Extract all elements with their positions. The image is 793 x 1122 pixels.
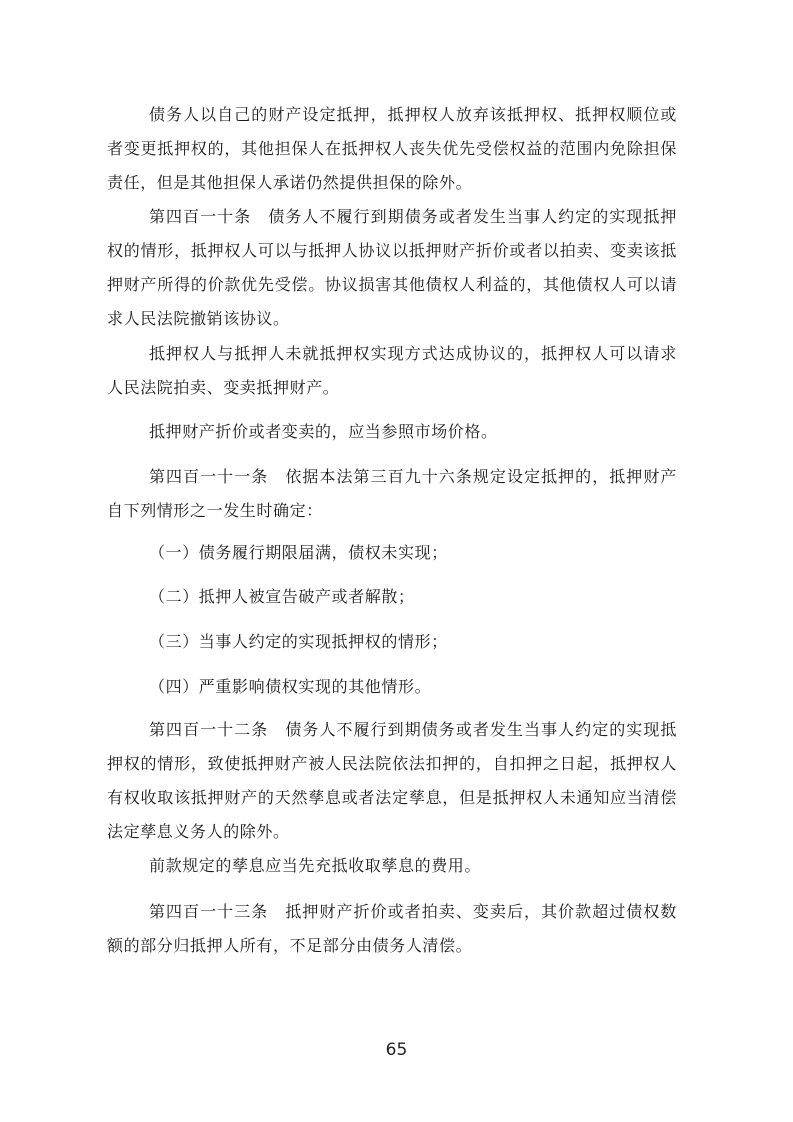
paragraph-5: 第四百一十一条 依据本法第三百九十六条规定设定抵押的，抵押财产自下列情形之一发生时确定： bbox=[107, 467, 677, 520]
list-item-1: （一）债务履行期限届满，债权未实现； bbox=[149, 543, 448, 562]
list-item-2: （二）抵押人被宣告破产或者解散； bbox=[149, 587, 415, 606]
list-item-4: （四）严重影响债权实现的其他情形。 bbox=[149, 677, 432, 696]
paragraph-1: 债务人以自己的财产设定抵押，抵押权人放弃该抵押权、抵押权顺位或者变更抵押权的，其他担保人在抵押权人丧失优先受偿权益的范围内免除担保责任，但是其他担保人承诺仍然提供担保的除外。 bbox=[107, 105, 677, 192]
paragraph-2: 第四百一十条 债务人不履行到期债务或者发生当事人约定的实现抵押权的情形，抵押权人可以与抵押人协议以抵押财产折价或者以拍卖、变卖该抵押财产所得的价款优先受偿。协议损害其他债权人利益的，其他债权人可以请求人民法院撤销该协议。 bbox=[107, 207, 677, 328]
paragraph-8: 第四百一十三条 抵押财产折价或者拍卖、变卖后，其价款超过债权数额的部分归抵押人所有，不足部分由债务人清偿。 bbox=[107, 902, 677, 955]
list-item-3: （三）当事人约定的实现抵押权的情形； bbox=[149, 632, 448, 651]
page-number: 65 bbox=[385, 1040, 408, 1060]
paragraph-3: 抵押权人与抵押人未就抵押权实现方式达成协议的，抵押权人可以请求人民法院拍卖、变卖抵押财产。 bbox=[107, 344, 677, 397]
paragraph-7: 前款规定的孳息应当先充抵收取孳息的费用。 bbox=[149, 856, 482, 875]
paragraph-6: 第四百一十二条 债务人不履行到期债务或者发生当事人约定的实现抵押权的情形，致使抵押财产被人民法院依法扣押的，自扣押之日起，抵押权人有权收取该抵押财产的天然孳息或者法定孳息，但是抵押权人未通知应当清偿法定孳息义务人的除外。 bbox=[107, 720, 677, 841]
paragraph-4: 抵押财产折价或者变卖的，应当参照市场价格。 bbox=[149, 422, 498, 441]
